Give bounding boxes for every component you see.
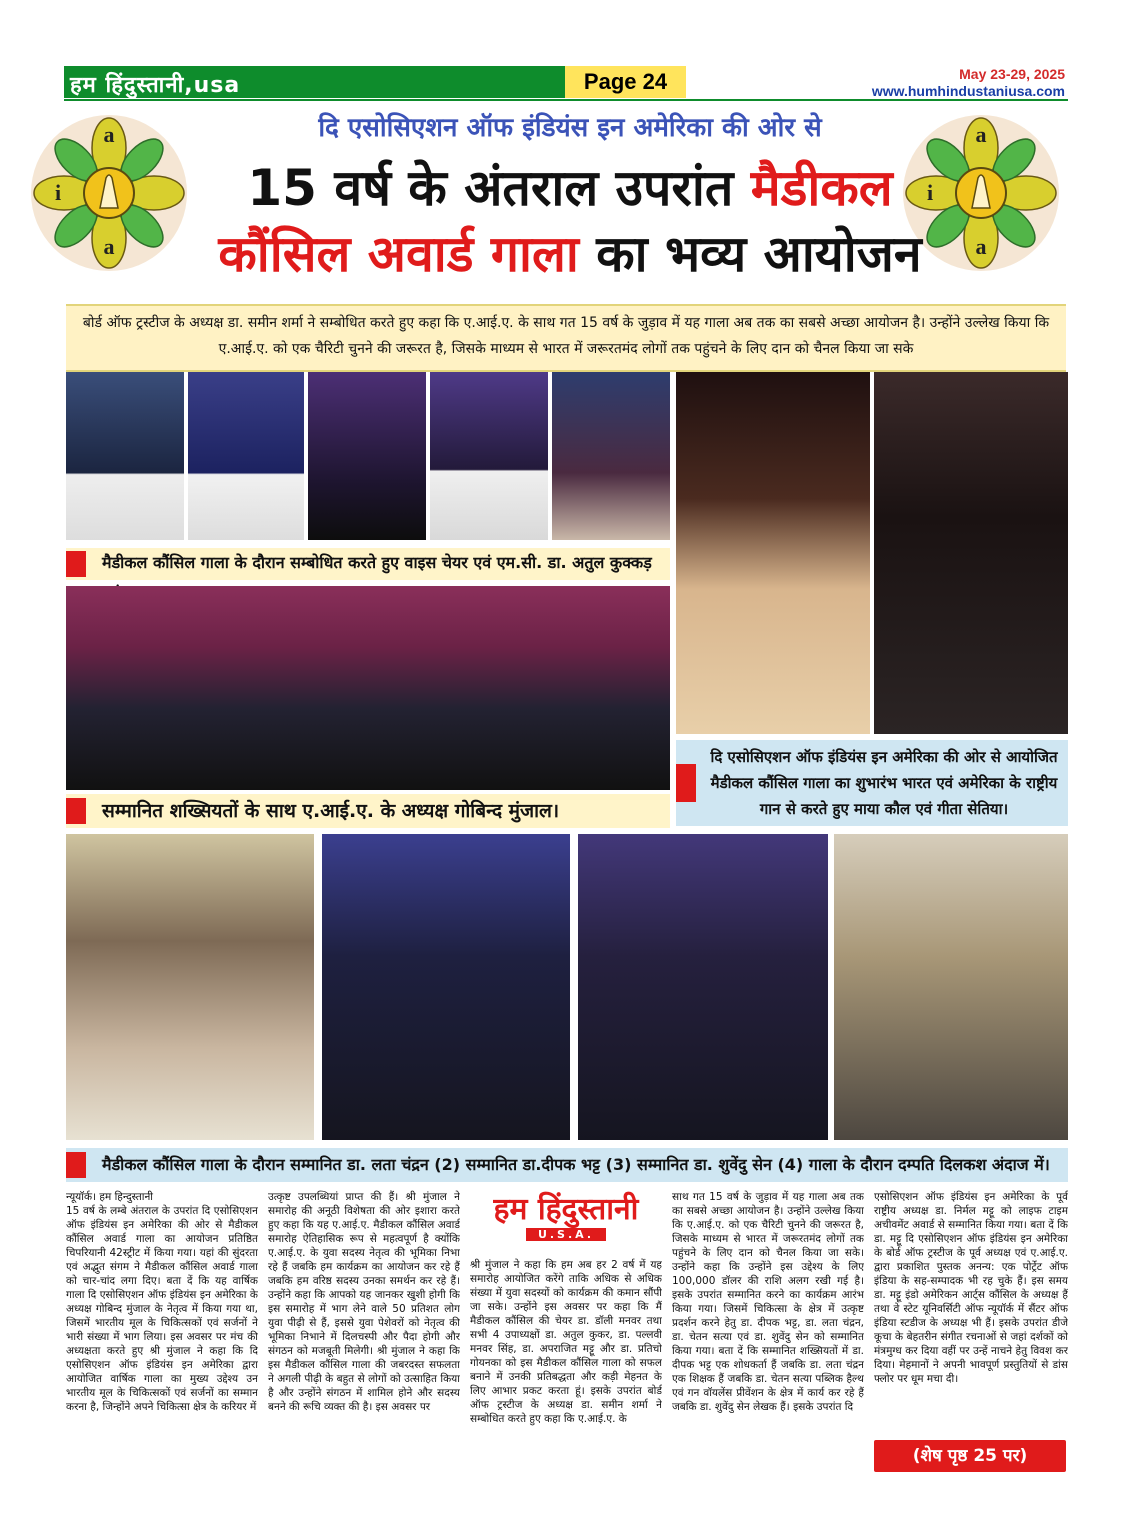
caption-text: दि एसोसिएशन ऑफ इंडियंस इन अमेरिका की ओर से आयोजित मैडीकल कौंसिल गाला का शुभारंभ भारत एवं अमेरिका के राष्ट्रीय गान से करते हुए माया कौल एवं गीता सेतिया। bbox=[710, 748, 1058, 818]
caption-anthem bbox=[676, 740, 1068, 826]
headline-red-part: कौंसिल अवार्ड गाला bbox=[218, 225, 597, 283]
photo-speaker-5 bbox=[552, 372, 670, 540]
masthead-rule bbox=[64, 99, 1068, 101]
website-link[interactable]: www.humhindustaniusa.com bbox=[871, 83, 1065, 99]
headline-black-part: का भव्य आयोजन bbox=[596, 225, 922, 283]
headline-kicker: दि एसोसिएशन ऑफ इंडियंस इन अमेरिका की ओर से bbox=[318, 113, 822, 143]
paper-logo bbox=[470, 1192, 662, 1252]
logo-letter: a bbox=[103, 234, 115, 259]
photo-speaker-4 bbox=[430, 372, 548, 540]
caption-marker bbox=[66, 551, 86, 577]
article-column-5: एसोसिएशन ऑफ इंडियंस इन अमेरिका के पूर्व राष्ट्रीय अध्यक्ष डा. निर्मल मट्टू को लाइफ टाइम अचीवमेंट अवार्ड से सम्मानित किया गया। बता दें कि डा. मट्टू दि एसोसिएशन ऑफ इंडियंस इन अमेरिका के बोर्ड ऑफ ट्रस्टीज के पूर्व अध्यक्ष एवं ए.आई.ए. द्वारा प्रकाशित पुस्तक अनन्य: एक पोर्ट्रेट ऑफ इंडिया के सह-सम्पादक भी रह चुके हैं। इस समय डा. मट्टू इंडो अमेरिकन आर्ट्स कौंसिल के अध्यक्ष हैं तथा वे स्टेट यूनिवर्सिटी ऑफ न्यूयॉर्क में सैंटर ऑफ इंडिया स्टडीज के अध्यक्ष भी हैं। इसके उपरांत डीजे कूचा के बेहतरीन संगीत रचनाओं से जहां दर्शकों को मंत्रमुग्ध कर दिया वहीं पर उन्हें नाचने हेतु विवश कर दिया। मेहमानों ने अपनी भावपूर्ण प्रस्तुतियों से डांस फ्लोर पर धूम मचा दी। bbox=[874, 1191, 1068, 1385]
photo-singer-2 bbox=[874, 372, 1068, 734]
headline-line-1 bbox=[190, 158, 950, 218]
logo-letter: a bbox=[975, 234, 987, 259]
article-column-4: साथ गत 15 वर्ष के जुड़ाव में यह गाला अब तक का सबसे अच्छा आयोजन है। उन्होंने उल्लेख किया कि ए.आई.ए. को एक चैरिटी चुनने की जरूरत है, जिसके माध्यम से भारत में जरूरतमंद लोगों तक पहुंचने के लिए दान को चैनल किया जा सके। उन्होंने कहा कि उन्होंने इस उद्देश्य के लिए 100,000 डॉलर की राशि अलग रखी गई है। इसके उपरांत सम्मानित करने का कार्यक्रम आरंभ किया गया। जिसमें चिकित्सा के क्षेत्र में उत्कृष्ट प्रदर्शन करने हेतु डा. दीपक भट्ट, डा. लता चंद्रन, डा. चेतन सत्या एवं डा. शुवेंदु सेन को सम्मानित किया गया। बता दें कि सम्मानित शख्सियतों में डा. दीपक भट्ट एक शोधकर्ता हैं जबकि डा. लता चंद्रन एक शिक्षक हैं जबकि डा. चेतन सत्या पब्लिक हैल्थ एवं गन वॉयलेंस प्रीवेंशन के क्षेत्र में कार्य कर रहे हैं जबकि डा. शुवेंदु सेन लेखक हैं। इसके उपरांत दि bbox=[672, 1191, 864, 1413]
photo-speaker-3 bbox=[308, 372, 426, 540]
logo-letter: i bbox=[54, 180, 62, 205]
masthead-title: हम हिंदुस्तानी,usa bbox=[70, 73, 241, 98]
summary-box: बोर्ड ऑफ ट्रस्टीज के अध्यक्ष डा. समीन शर्मा ने सम्बोधित करते हुए कहा कि ए.आई.ए. के साथ गत 15 वर्ष के जुड़ाव में यह गाला अब तक का सबसे अच्छा आयोजन है। उन्होंने उल्लेख किया कि ए.आई.ए. को एक चैरिटी चुनने की जरूरत है, जिसके माध्यम से भारत में जरूरतमंद लोगों तक पहुंचने के लिए दान को चैनल किया जा सके bbox=[66, 304, 1066, 372]
issue-date: May 23-29, 2025 bbox=[959, 66, 1065, 82]
photo-honoree-2 bbox=[322, 834, 570, 1140]
photo-speaker-1 bbox=[66, 372, 184, 540]
caption-marker bbox=[66, 798, 86, 824]
caption-text: सम्मानित शख्सियतों के साथ ए.आई.ए. के अध्यक्ष गोबिन्द मुंजाल। bbox=[102, 800, 560, 822]
photo-speaker-2 bbox=[188, 372, 304, 540]
caption-text: मैडीकल कौंसिल गाला के दौरान सम्बोधित करते हुए वाइस चेयर एवं एम.सी. डा. अतुल कुक्कड़ bbox=[102, 553, 652, 572]
headline-black-part: 15 वर्ष के अंतराल उपरांत bbox=[247, 159, 751, 217]
article-column-3: श्री मुंजाल ने कहा कि हम अब हर 2 वर्ष में यह समारोह आयोजित करेंगे ताकि अधिक से अधिक संख्या में युवा सदस्यों को कार्यक्रम की कमान सौंपी जा सके। उन्होंने इस अवसर पर कहा कि मैं मैडीकल कौंसिल की चेयर डा. डॉली मनवर तथा सभी 4 उपाध्यक्षों डा. अतुल कुकर, डा. पल्लवी मनवर सिंह, डा. अपराजित मट्टू और डा. प्रतिचो गोयनका को इस मैडीकल कौंसिल गाला को सफल बनाने में उनकी प्रतिबद्धता और कड़ी मेहनत के लिए आभार प्रकट करता हूं। इसके उपरांत बोर्ड ऑफ ट्रस्टीज के अध्यक्ष डा. समीन शर्मा ने सम्बोधित करते हुए कहा कि ए.आई.ए. के bbox=[470, 1259, 662, 1425]
caption-speakers bbox=[66, 548, 670, 580]
logo-letter: a bbox=[975, 122, 987, 147]
logo-letter: a bbox=[103, 122, 115, 147]
caption-text: मैडीकल कौंसिल गाला के दौरान सम्मानित डा. लता चंद्रन (2) सम्मानित डा.दीपक भट्ट (3) सम्मानित डा. शुवेंदु सेन (4) गाला के दौरान दम्पति दिलकश अंदाज में। bbox=[102, 1155, 1050, 1174]
caption-honorees bbox=[66, 1148, 1068, 1182]
photo-group bbox=[66, 586, 670, 790]
caption-marker bbox=[66, 1152, 86, 1178]
paper-logo-sub: U.S.A. bbox=[526, 1228, 606, 1241]
photo-couple bbox=[834, 834, 1068, 1140]
photo-singer-1 bbox=[676, 372, 870, 734]
caption-group bbox=[66, 794, 670, 828]
aia-logo-left bbox=[28, 112, 190, 274]
page-number: Page 24 bbox=[565, 66, 686, 98]
photo-honoree-1 bbox=[66, 834, 314, 1140]
headline-red-part: मैडीकल bbox=[750, 159, 893, 217]
logo-letter: i bbox=[926, 180, 934, 205]
headline-line-2 bbox=[190, 224, 950, 284]
caption-marker bbox=[676, 764, 696, 802]
photo-honoree-3 bbox=[578, 834, 828, 1140]
paper-logo-title: हम हिंदुस्तानी bbox=[493, 1192, 639, 1227]
article-column-2: उत्कृष्ट उपलब्धियां प्राप्त की हैं। श्री मुंजाल ने समारोह की अनूठी विशेषता की ओर इशारा करते हुए कहा कि यह ए.आई.ए. मैडीकल कौंसिल अवार्ड समारोह ऐतिहासिक रूप से महत्वपूर्ण है क्योंकि ए.आई.ए. के युवा सदस्य नेतृत्व की भूमिका निभा रहे हैं जबकि हम कार्यक्रम का आयोजन कर रहे हैं जबकि हम वरिष्ठ सदस्य उनका समर्थन कर रहे हैं। उन्होंने कहा कि आपको यह जानकर खुशी होगी कि इस समारोह में भाग लेने वाले 50 प्रतिशत लोग युवा पीढ़ी से हैं, इससे युवा पेशेवरों को नेतृत्व की भूमिका निभाने में दिलचस्पी और पैदा होगी और संगठन को मजबूती मिलेगी। श्री मुंजाल ने कहा कि इस मैडीकल कौंसिल गाला की जबरदस्त सफलता ने अगली पीढ़ी के बहुत से लोगों को उत्साहित किया है और उन्होंने संगठन में शामिल होने और सदस्य बनने की रूचि व्यक्त की है। इस अवसर पर bbox=[268, 1191, 460, 1413]
continued-badge: (शेष पृष्ठ 25 पर) bbox=[874, 1440, 1066, 1472]
article-column-1: न्यूयॉर्क। हम हिन्दुस्तानी 15 वर्ष के लम्बे अंतराल के उपरांत दि एसोसिएशन ऑफ इंडियंस इन अमेरिका की ओर से मैडीकल कौंसिल अवार्ड गाला का आयोजन प्रतिष्ठित चिपरियानी 42स्ट्रीट में किया गया। यहां की सुंदरता एवं अद्भुत संगम ने मैडीकल कौंसिल अवार्ड गाला को चार-चांद लगा दिए। बता दें कि यह वार्षिक गाला दि एसोसिएशन ऑफ इंडियंस इन अमेरिका के अध्यक्ष गोबिन्द मुंजाल के नेतृत्व में किया गया था, जिसमें भारतीय मूल के चिकित्सकों एवं सर्जनों ने भारी संख्या में भाग लिया। इस अवसर पर मंच की अध्यक्षता करते हुए श्री मुंजाल ने कहा कि दि एसोसिएशन ऑफ इंडियंस इन अमेरिका द्वारा आयोजित वार्षिक गाला का मुख्य उद्देश्य उन भारतीय मूल के चिकित्सकों एवं सर्जनों का सम्मान करना है, जिन्होंने अपने चिकित्सा क्षेत्र के करियर में bbox=[66, 1191, 258, 1413]
